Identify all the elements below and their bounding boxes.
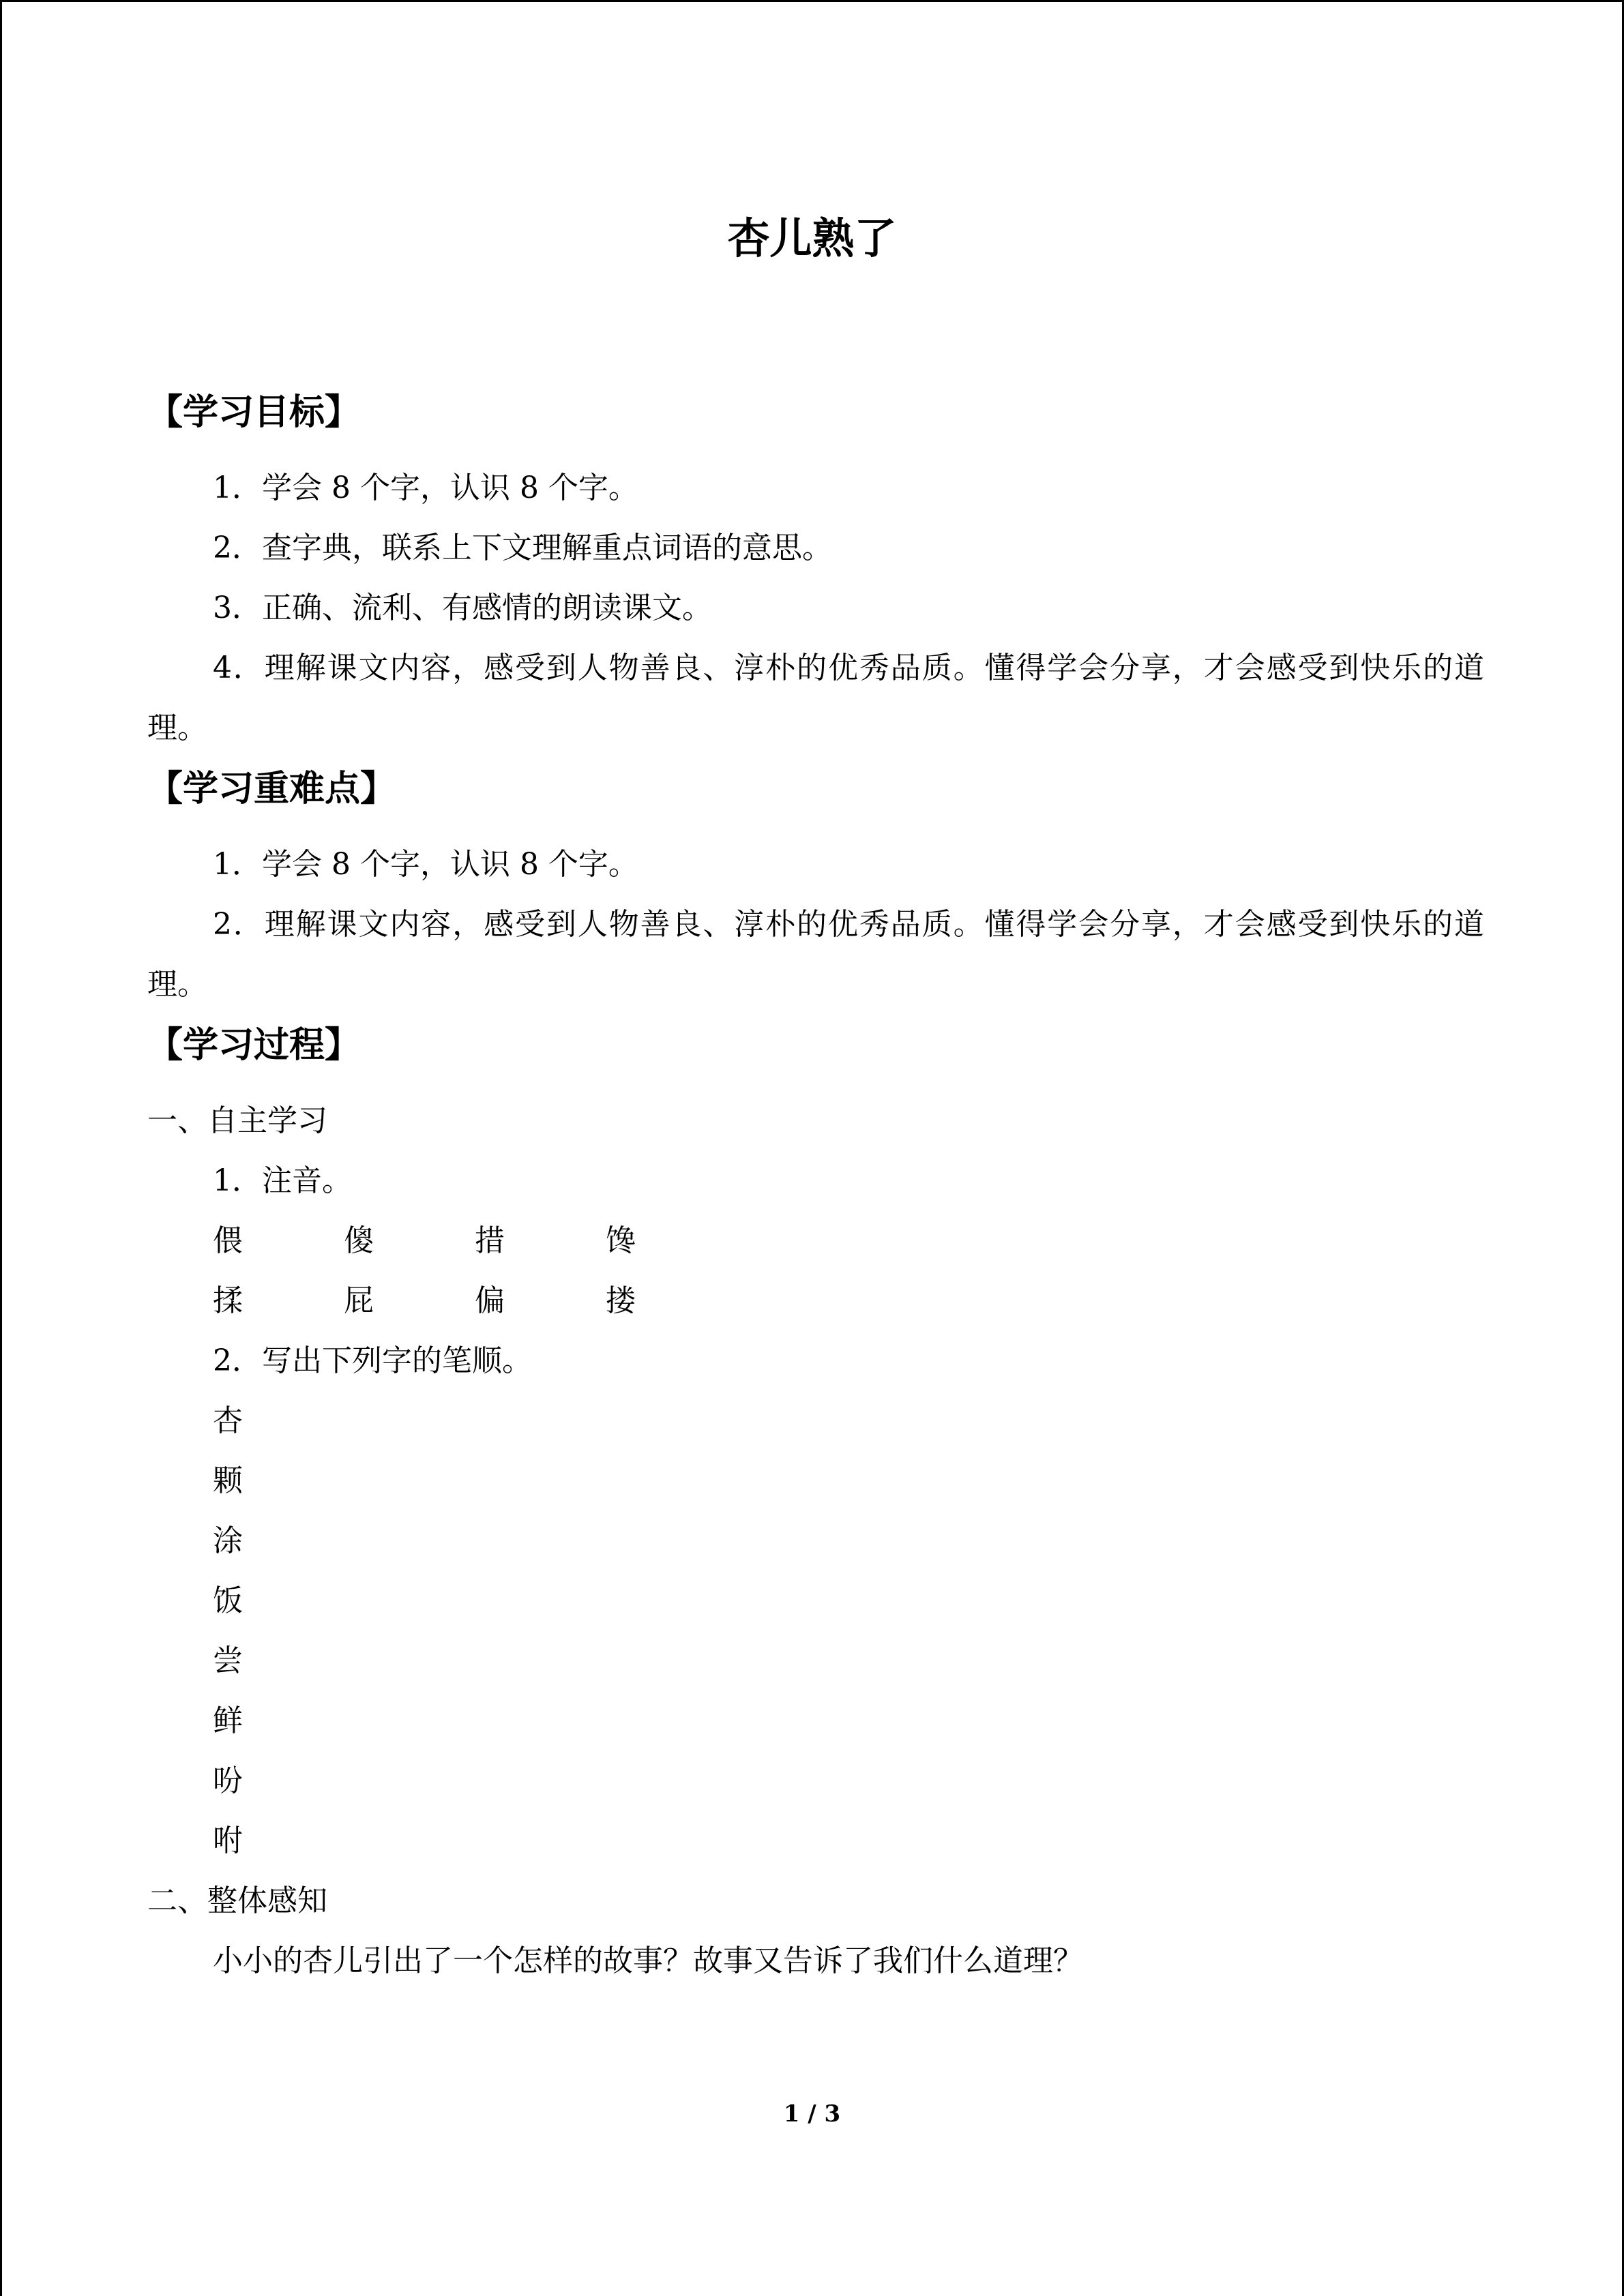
- part-heading-overview: 二、整体感知: [147, 1883, 327, 1918]
- key-point-item: 1．学会 8 个字，认识 8 个字。: [213, 847, 638, 882]
- document-title: 杏儿熟了: [727, 213, 897, 263]
- section-heading-process: 【学习过程】: [147, 1025, 361, 1066]
- stroke-char: 尝: [213, 1643, 243, 1678]
- question-stroke-order: 2．写出下列字的笔顺。: [213, 1343, 532, 1378]
- pinyin-char-row: [147, 1271, 1484, 1331]
- pinyin-char-row: [147, 1211, 1484, 1271]
- stroke-char: 咐: [213, 1823, 243, 1858]
- stroke-char: 鲜: [213, 1703, 243, 1738]
- goal-item: 3．正确、流利、有感情的朗读课文。: [213, 591, 712, 625]
- question-pinyin: 1．注音。: [213, 1163, 352, 1198]
- pinyin-char: 傻: [344, 1223, 374, 1258]
- pinyin-char: 搂: [606, 1283, 636, 1318]
- stroke-char: 颗: [213, 1463, 243, 1498]
- pinyin-char: 偎: [213, 1223, 243, 1258]
- pinyin-char: 揉: [213, 1283, 243, 1318]
- overview-question: 小小的杏儿引出了一个怎样的故事？故事又告诉了我们什么道理？: [213, 1943, 1083, 1978]
- section-heading-goals: 【学习目标】: [147, 392, 361, 433]
- pinyin-char: 馋: [606, 1223, 636, 1258]
- stroke-char: 吩: [213, 1763, 243, 1798]
- goal-item: 1．学会 8 个字，认识 8 个字。: [213, 471, 638, 505]
- goal-item: 2．查字典，联系上下文理解重点词语的意思。: [213, 531, 832, 565]
- stroke-char: 杏: [213, 1403, 243, 1438]
- stroke-char: 饭: [213, 1583, 243, 1618]
- section-heading-key-points: 【学习重难点】: [147, 769, 396, 809]
- stroke-char: 涂: [213, 1523, 243, 1558]
- pinyin-char: 偏: [475, 1283, 505, 1318]
- part-heading-self-study: 一、自主学习: [147, 1103, 327, 1138]
- pinyin-char: 措: [475, 1223, 505, 1258]
- key-point-item: 2．理解课文内容，感受到人物善良、淳朴的优秀品质。懂得学会分享，才会感受到快乐的道理。: [147, 907, 1484, 1002]
- page-number: 1 / 3: [783, 2100, 841, 2128]
- pinyin-char: 屁: [344, 1283, 374, 1318]
- document-body: [147, 382, 1484, 1991]
- goal-item: 4．理解课文内容，感受到人物善良、淳朴的优秀品质。懂得学会分享，才会感受到快乐的道理。: [147, 651, 1484, 745]
